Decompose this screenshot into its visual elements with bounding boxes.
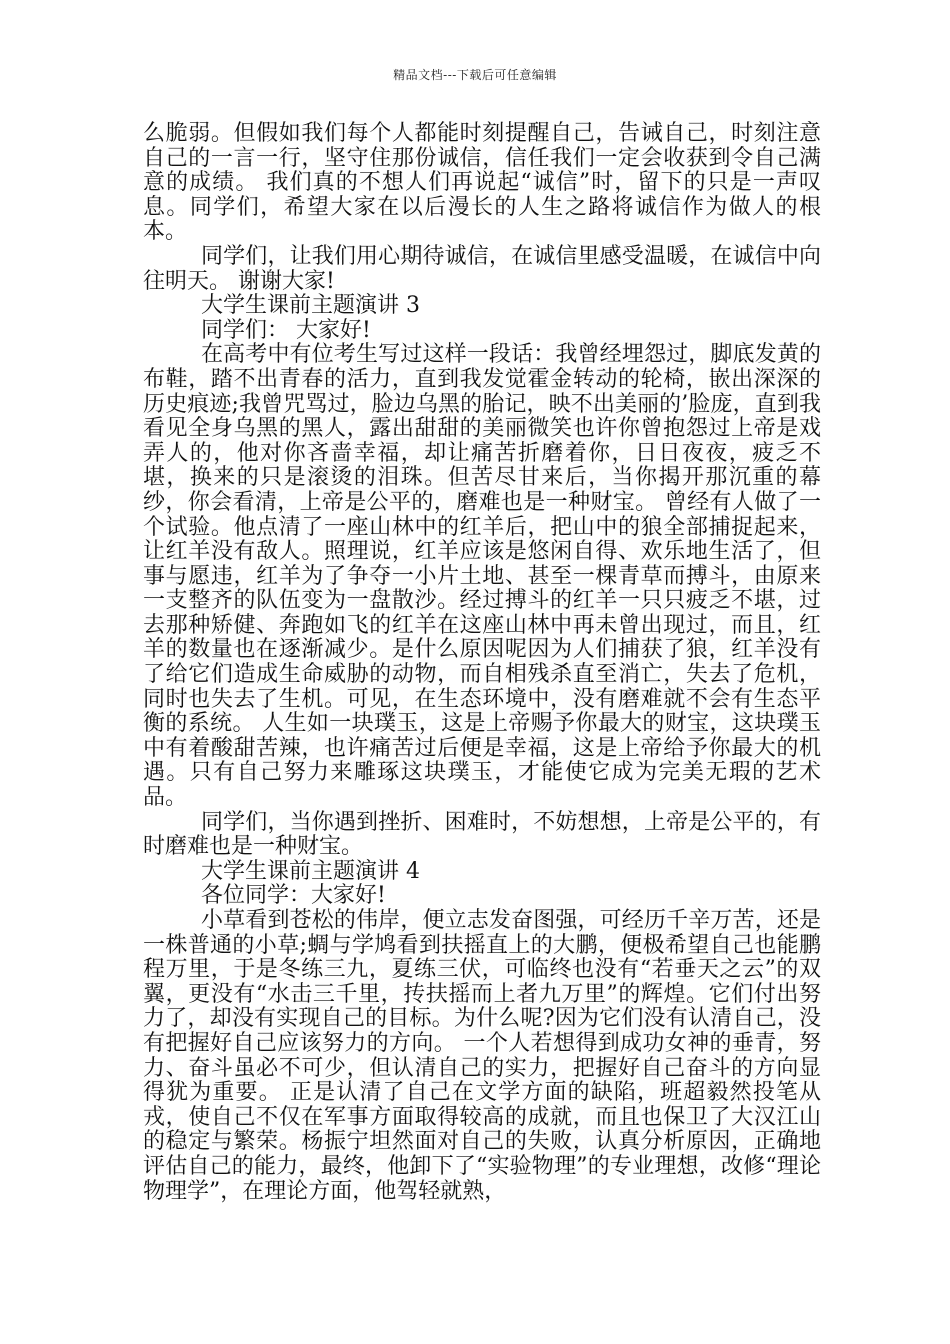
paragraph: 在高考中有位考生写过这样一段话：我曾经埋怨过，脚底发黄的布鞋，踏不出青春的活力，直到我发觉霍金转动的轮椅，嵌出深深的历史痕迹;我曾咒骂过，脸边乌黑的胎记，映不出美丽的’脸庞，直到我看见全身乌黑的黑人，露出甜甜的美丽微笑也许你曾抱怨过上帝是戏弄人的，他对你吝啬幸福，却让痛苦折磨着你，日日夜夜，疲乏不堪，换来的只是滚烫的泪珠。但苦尽甘来后，当你揭开那沉重的幕纱，你会看清，上帝是公平的，磨难也是一种财宝。 曾经有人做了一个试验。他点清了一座山林中的红羊后，把山中的狼全部捕捉起来，让红羊没有敌人。照理说，红羊应该是悠闲自得、欢乐地生活了，但事与愿违，红羊为了争夺一小片土地、甚至一棵青草而搏斗，由原来一支整齐的队伍变为一盘散沙。经过搏斗的红羊一只只疲乏不堪，过去那种矫健、奔跑如飞的红羊在这座山林中再未曾出现过，而且，红羊的数量也在逐渐减少。是什么原因呢因为人们捕获了狼，红羊没有了给它们造成生命威胁的动物，而自相残杀直至消亡，失去了危机，同时也失去了生机。可见，在生态环境中，没有磨难就不会有生态平衡的系统。 人生如一块璞玉，这是上帝赐予你最大的财宝，这块璞玉中有着酸甜苦辣，也许痛苦过后便是幸福，这是上帝给予你最大的机遇。只有自己努力来雕琢这块璞玉，才能使它成为完美无瑕的艺术品。	[143, 342, 821, 811]
page-header: 精品文档---下载后可任意编辑	[393, 68, 557, 82]
greeting: 同学们： 大家好!	[201, 317, 371, 343]
document-body	[143, 122, 821, 1204]
paragraph: 同学们，当你遇到挫折、困难时，不妨想想，上帝是公平的，有时磨难也是一种财宝。	[143, 809, 821, 860]
paragraph: 小草看到苍松的伟岸，便立志发奋图强，可经历千辛万苦，还是一株普通的小草;蜩与学鸠看到扶摇直上的大鹏，便极希望自己也能鹏程万里，于是冬练三九，夏练三伏，可临终也没有“若垂天之云”的双翼，更没有“水击三千里，抟扶摇而上者九万里”的辉煌。它们付出努力了，却没有实现自己的目标。为什么呢?因为它们没有认清自己，没有把握好自己应该努力的方向。 一个人若想得到成功女神的垂青，努力、奋斗虽必不可少，但认清自己的实力，把握好自己奋斗的方向显得犹为重要。 正是认清了自己在文学方面的缺陷，班超毅然投笔从戎，使自己不仅在军事方面取得较高的成就，而且也保卫了大汉江山的稳定与繁荣。杨振宁坦然面对自己的失败，认真分析原因，正确地评估自己的能力，最终，他卸下了“实验物理”的专业理想，改修“理论物理学”，在理论方面，他驾轻就熟，	[143, 908, 821, 1204]
section-heading: 大学生课前主题演讲 4	[201, 858, 420, 884]
greeting: 各位同学：大家好!	[201, 883, 386, 909]
paragraph: 么脆弱。但假如我们每个人都能时刻提醒自己，告诫自己，时刻注意自己的一言一行，坚守住那份诚信，信任我们一定会收获到令自己满意的成绩。 我们真的不想人们再说起“诚信”时，留下的只是一声叹息。同学们，希望大家在以后漫长的人生之路将诚信作为做人的根本。	[143, 121, 821, 245]
section-heading: 大学生课前主题演讲 3	[201, 293, 420, 319]
paragraph: 同学们，让我们用心期待诚信，在诚信里感受温暖，在诚信中向往明天。 谢谢大家!	[143, 243, 821, 294]
